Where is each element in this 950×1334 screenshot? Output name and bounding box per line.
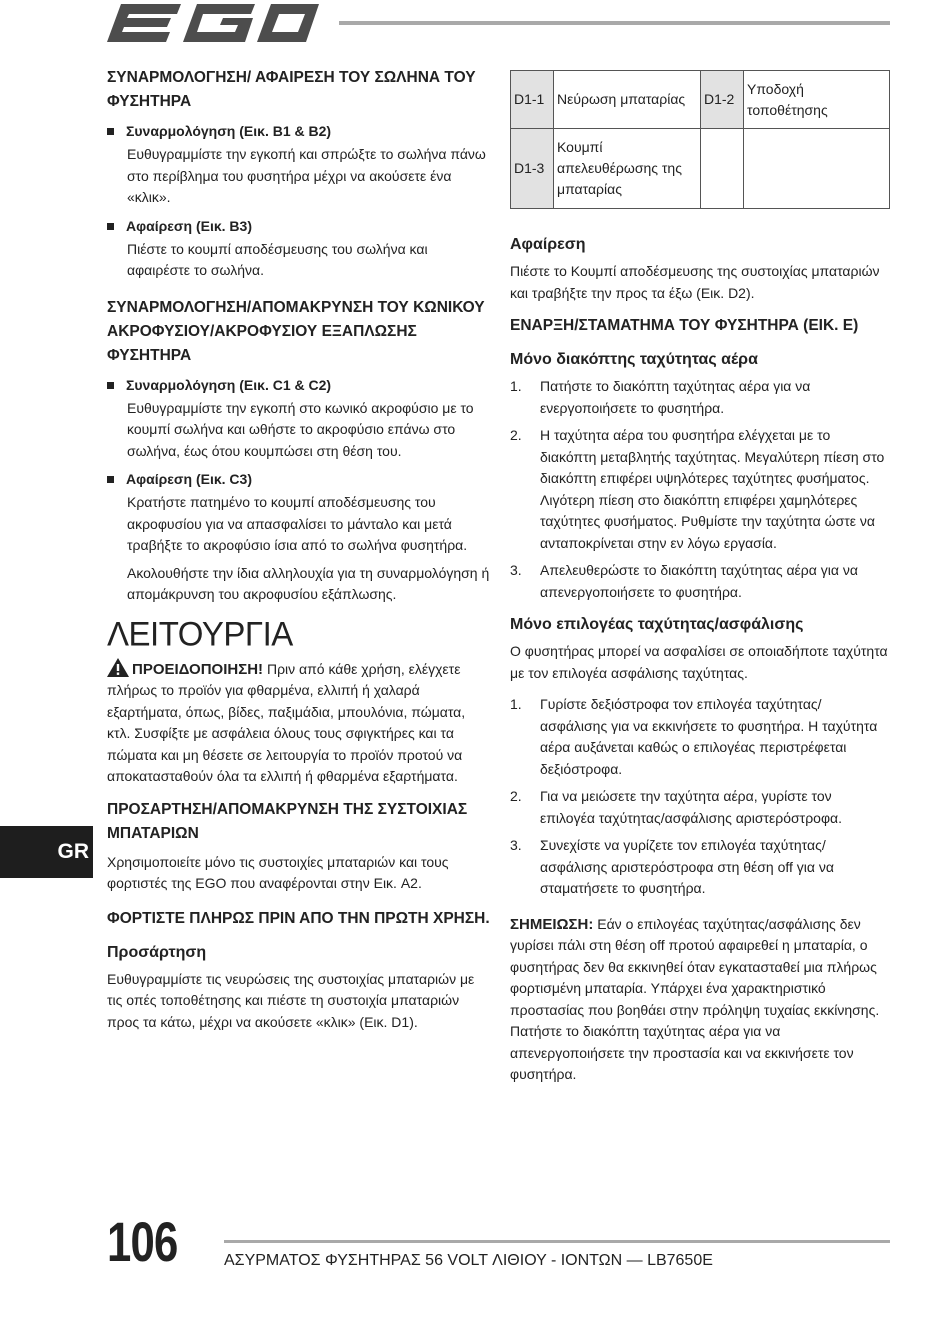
list-item-number: 1. — [510, 696, 522, 712]
footer-title: ΑΣΥΡΜΑΤΟΣ ΦΥΣΗΤΗΡΑΣ 56 VOLT ΛΙΘΙΟΥ - ΙΟΝΤΩΝ — LB7650E — [224, 1252, 713, 1269]
list-item — [510, 425, 890, 554]
table-cell: Υποδοχή τοποθέτησης — [744, 71, 890, 129]
battery-text: Χρησιμοποιείτε μόνο τις συστοιχίες μπαταριών και τους φορτιστές της EGO που αναφέρονται στην Εικ. A2. — [107, 853, 449, 891]
header-rule — [339, 21, 890, 25]
warning-text: Πριν από κάθε χρήση, ελέγχετε πλήρως το προϊόν για φθαρμένα, ελλιπή ή χαλαρά εξαρτήματα, όπως, βίδες, παξιμάδια, μπουλόνια, πώματα, κτλ. Συσφίξτε με ασφάλεια όλους τους σφιγκτήρες και τα πώματα και μη θέσετε σε λειτουργία το προϊόν προτού να αποκατασταθούν όλα τα ελλιπή ή φθαρμένα εξαρτήματα. — [107, 660, 466, 784]
list-item — [510, 694, 890, 780]
warning-block — [107, 658, 492, 788]
nozzle-removal-text: Κρατήστε πατημένο το κουμπί αποδέσμευσης του ακροφυσίου για να απασφαλίσει το μάνταλο και μετά τραβήξτε το ακροφύσιο ίσια από το σωλήνα φυσητήρα. — [127, 494, 468, 553]
selector-list — [510, 694, 890, 900]
section-title-tube: ΣΥΝΑΡΜΟΛΟΓΗΣΗ/ ΑΦΑΙΡΕΣΗ ΤΟΥ ΣΩΛΗΝΑ ΤΟΥ ΦΥΣΗΤΗΡΑ — [107, 69, 476, 110]
bullet-removal — [107, 215, 492, 237]
bullet-square-icon — [107, 476, 114, 483]
list-item-text: Για να μειώσετε την ταχύτητα αέρα, γυρίστε τον επιλογέα ταχύτητας/ασφάλισης αριστερόστροφα. — [540, 788, 843, 826]
language-tab — [0, 826, 93, 878]
note-block — [510, 914, 890, 1086]
list-item — [510, 835, 890, 900]
bullet-label: Συναρμολόγηση (Εικ. C1 & C2) — [126, 376, 332, 393]
table-row — [511, 129, 890, 209]
footer-rule — [224, 1240, 890, 1243]
section-title-charge: ΦΟΡΤΙΣΤΕ ΠΛΗΡΩΣ ΠΡΙΝ ΑΠΟ ΤΗΝ ΠΡΩΤΗ ΧΡΗΣΗ. — [107, 909, 490, 927]
left-column — [107, 66, 492, 1043]
table-cell: Κουμπί απελευθέρωσης της μπαταρίας — [554, 129, 701, 209]
list-item — [510, 376, 890, 419]
table-cell: D1-2 — [701, 71, 744, 129]
speed-switch-title: Μόνο διακόπτης ταχύτητας αέρα — [510, 351, 758, 368]
table-cell: D1-1 — [511, 71, 554, 129]
parts-table — [510, 70, 890, 209]
nozzle-removal-note: Ακολουθήστε την ίδια αλληλουχία για τη συναρμολόγηση ή απομάκρυνση του ακροφυσίου εξάπλωσης. — [127, 564, 490, 602]
list-item-text: Γυρίστε δεξιόστροφα τον επιλογέα ταχύτητας/ ασφάλισης για να εκκινήσετε το φυσητήρα. Η ταχύτητα αέρα αυξάνεται καθώς ο επιλογέας περιστρέφεται δεξιόστροφα. — [540, 696, 878, 777]
selector-intro: Ο φυσητήρας μπορεί να ασφαλίσει σε οποιαδήποτε ταχύτητα με τον επιλογέα ασφάλισης ταχύτητας. — [510, 643, 888, 681]
list-item-text: Πατήστε το διακόπτη ταχύτητας αέρα για να ενεργοποιήσετε το φυσητήρα. — [540, 378, 811, 416]
warning-triangle-icon — [107, 658, 129, 677]
table-cell — [744, 129, 890, 209]
section-title-battery: ΠΡΟΣΑΡΤΗΣΗ/ΑΠΟΜΑΚΡΥΝΣΗ ΤΗΣ ΣΥΣΤΟΙΧΙΑΣ ΜΠΑΤΑΡΙΩΝ — [107, 800, 468, 842]
bullet-label: Αφαίρεση (Εικ. C3) — [126, 471, 252, 487]
list-item-text: Απελευθερώστε το διακόπτη ταχύτητας αέρα για να απενεργοποιήσετε το φυσητήρα. — [540, 562, 858, 600]
remove-title: Αφαίρεση — [510, 236, 586, 253]
removal-text: Πιέστε το κουμπί αποδέσμευσης του σωλήνα και αφαιρέστε το σωλήνα. — [127, 240, 428, 278]
table-row — [511, 71, 890, 129]
bullet-nozzle-assembly — [107, 374, 492, 396]
bullet-square-icon — [107, 223, 114, 230]
bullet-square-icon — [107, 382, 114, 389]
list-item-number: 1. — [510, 378, 522, 394]
list-item — [510, 560, 890, 603]
list-item-number: 2. — [510, 427, 522, 443]
start-stop-title: ΕΝΑΡΞΗ/ΣΤΑΜΑΤΗΜΑ ΤΟΥ ΦΥΣΗΤΗΡΑ (ΕΙΚ. E) — [510, 317, 859, 334]
operation-title: ΛΕΙΤΟΥΡΓΙΑ — [107, 613, 293, 653]
speed-switch-list — [510, 376, 890, 603]
right-column — [510, 70, 890, 1096]
bullet-assembly — [107, 120, 492, 142]
note-text: Εάν ο επιλογέας ταχύτητας/ασφάλισης δεν γυρίσει πάλι στη θέση off προτού αφαιρεθεί η μπαταρία, ο φυσητήρας δεν θα εκκινηθεί όταν εγκατασταθεί μια πλήρως φορτισμένη μπαταρία. Υπάρχει ένα χαρακτηριστικό προστασίας που βοηθάει στην πρόληψη τυχαίας εκκίνησης. Πατήστε το διακόπτη ταχύτητας αέρα για να απενεργοποιήσετε την προστασία και να εκκινήσετε τον φυσητήρα. — [510, 915, 880, 1082]
page-number: 106 — [107, 1210, 178, 1273]
list-item-text: Συνεχίστε να γυρίζετε τον επιλογέα ταχύτητας/ ασφάλισης αριστερόστροφα στη θέση off για να σταματήσετε το φυσητήρα. — [540, 837, 834, 896]
selector-title: Μόνο επιλογέας ταχύτητας/ασφάλισης — [510, 616, 804, 633]
bullet-square-icon — [107, 128, 114, 135]
note-label: ΣΗΜΕΙΩΣΗ: — [510, 915, 594, 933]
language-tab-label: GR — [57, 840, 89, 863]
section-title-nozzle: ΣΥΝΑΡΜΟΛΟΓΗΣΗ/ΑΠΟΜΑΚΡΥΝΣΗ ΤΟΥ ΚΩΝΙΚΟΥ ΑΚΡΟΦΥΣΙΟΥ/ΑΚΡΟΦΥΣΙΟΥ ΕΞΑΠΛΩΣΗΣ ΦΥΣΗΤΗΡΑ — [107, 298, 485, 364]
assembly-text: Ευθυγραμμίστε την εγκοπή και σπρώξτε το σωλήνα πάνω στο περίβλημα του φυσητήρα μέχρι να ακούσετε ένα «κλικ». — [127, 146, 486, 205]
remove-text: Πιέστε το Κουμπί αποδέσμευσης της συστοιχίας μπαταριών και τραβήξτε την προς τα έξω (Εικ. D2). — [510, 263, 880, 301]
attach-text: Ευθυγραμμίστε τις νευρώσεις της συστοιχίας μπαταριών με τις οπές τοποθέτησης και πιέστε τη συστοιχία μπαταριών προς τα κάτω, μέχρι να ακούσετε «κλικ» (Εικ. D1). — [107, 970, 475, 1030]
table-cell — [701, 129, 744, 209]
bullet-nozzle-removal — [107, 468, 492, 490]
bullet-label: Αφαίρεση (Εικ. B3) — [126, 217, 252, 234]
bullet-label: Συναρμολόγηση (Εικ. B1 & B2) — [126, 123, 332, 139]
list-item — [510, 786, 890, 829]
list-item-number: 3. — [510, 837, 522, 853]
attach-title: Προσάρτηση — [107, 943, 207, 961]
list-item-text: Η ταχύτητα αέρα του φυσητήρα ελέγχεται με το διακόπτη μεταβλητής ταχύτητας. Μεγαλύτερη πίεση στο διακόπτη επιφέρει υψηλότερες ταχύτητες φυσήματος. Λιγότερη πίεση στο διακόπτη επιφέρει χαμηλότερες ταχύτητες φυσήματος. Ρυθμίστε την ταχύτητα ώστε να ανταποκρίνεται στην εν λόγω εργασία. — [540, 427, 885, 551]
table-cell: D1-3 — [511, 129, 554, 209]
table-cell: Νεύρωση μπαταρίας — [554, 71, 701, 129]
list-item-number: 3. — [510, 562, 522, 578]
warning-label: ΠΡΟΕΙΔΟΠΟΙΗΣΗ! — [132, 660, 264, 678]
list-item-number: 2. — [510, 788, 522, 804]
nozzle-assembly-text: Ευθυγραμμίστε την εγκοπή στο κωνικό ακροφύσιο με το κουμπί σωλήνα και ωθήστε το ακροφύσιο επάνω στο σωλήνα, έως ότου κουμπώσει στη θέση του. — [127, 399, 474, 459]
ego-logo — [107, 0, 319, 46]
